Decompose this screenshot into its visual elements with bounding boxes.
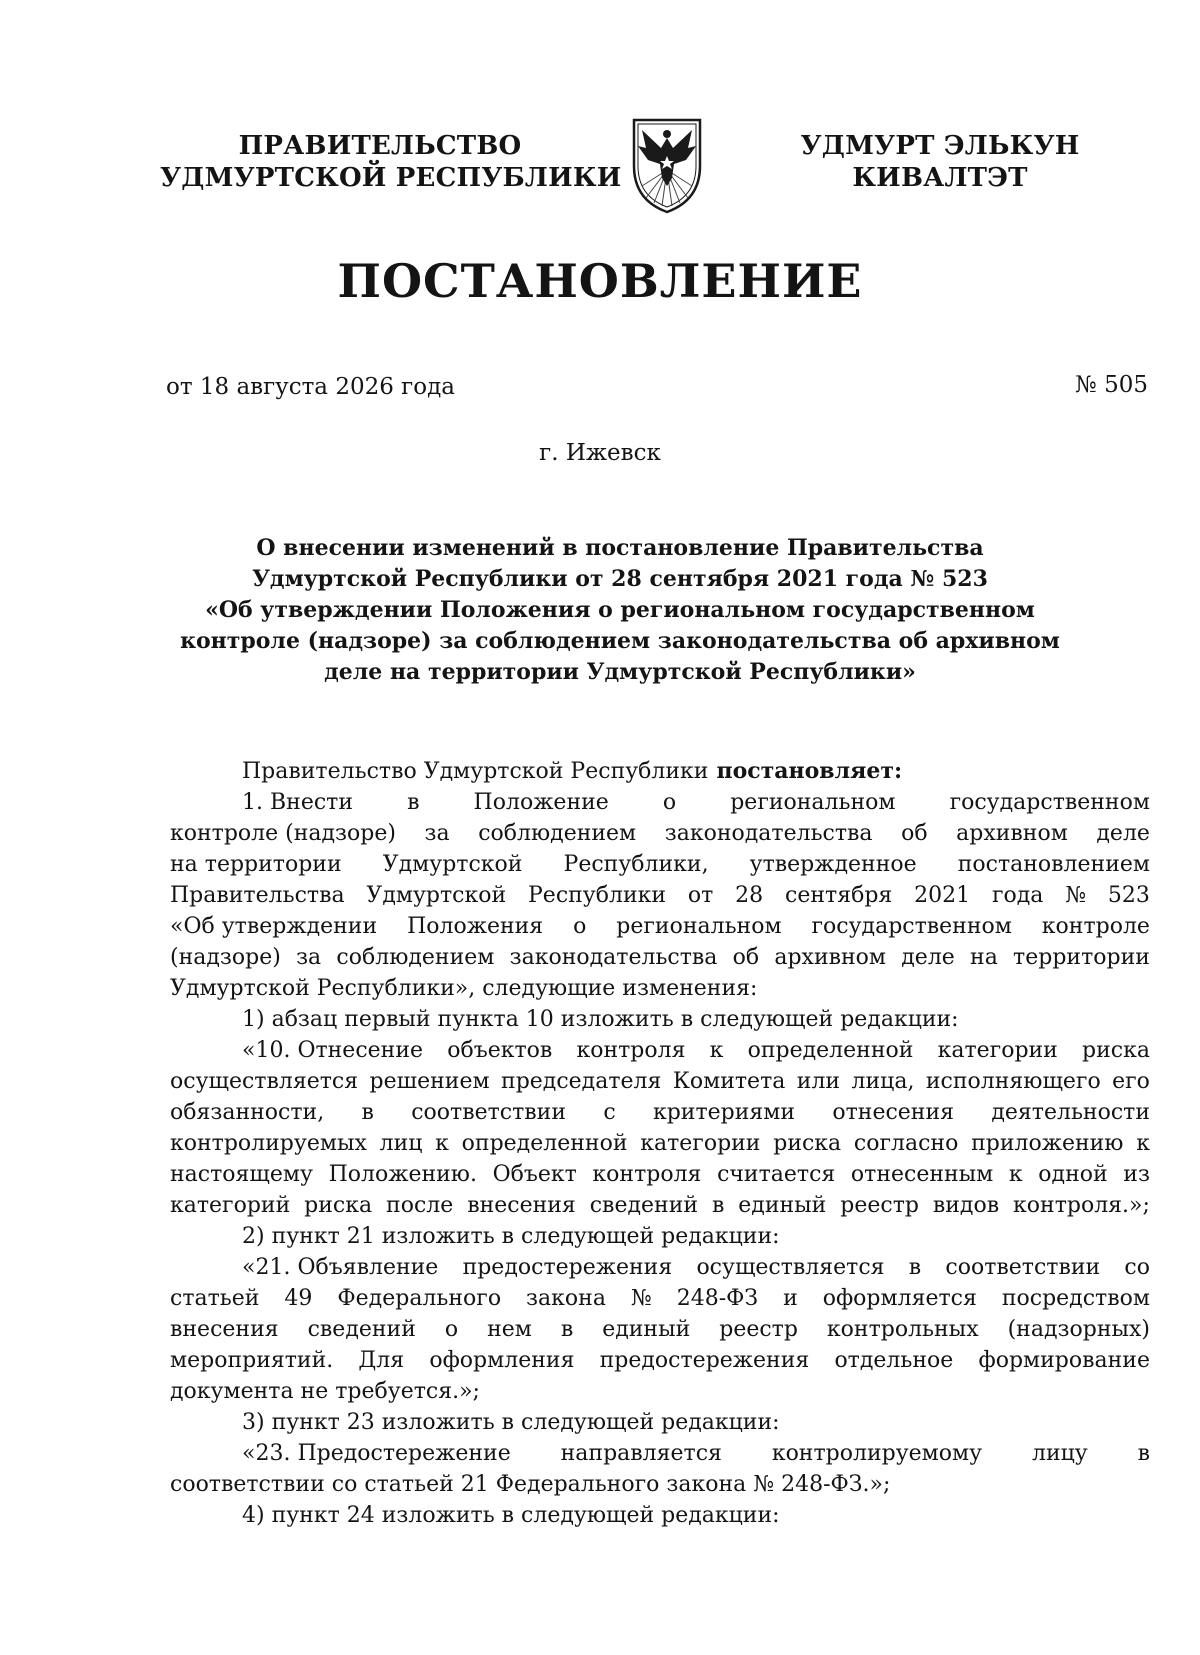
body-line <box>170 1035 1150 1066</box>
body-word: об <box>901 821 928 846</box>
body-word: закона <box>526 1286 606 1311</box>
body-word: одной <box>1038 1162 1108 1187</box>
subject-line: Удмуртской Республики от 28 сентября 2021 года № 523 <box>252 566 988 592</box>
body-word: сентября <box>785 883 893 908</box>
body-word: Правительства <box>170 883 345 908</box>
body-word: «10. Отнесение <box>242 1038 424 1063</box>
body-word: контролируемых <box>170 1131 367 1156</box>
body-word: Положения <box>407 914 544 939</box>
body-word: единый <box>738 1193 827 1218</box>
body-word: «Об утверждении <box>170 914 378 939</box>
document-subject <box>160 533 1080 688</box>
body-line <box>170 1469 1150 1500</box>
body-word: категории <box>640 1131 761 1156</box>
body-word: 3) пункт 23 изложить в следующей редакции: <box>242 1410 780 1435</box>
body-line <box>170 942 1150 973</box>
header-left-line-2: УДМУРТСКОЙ РЕСПУБЛИКИ <box>160 163 622 193</box>
body-word: деле <box>1096 821 1150 846</box>
body-line <box>170 787 1150 818</box>
body-word: к <box>709 1038 724 1063</box>
body-word: формирование <box>978 1348 1150 1373</box>
body-word: контроле (надзоре) <box>170 821 396 846</box>
body-word: Комитета <box>672 1069 786 1094</box>
document-city: г. Ижевск <box>539 440 661 466</box>
subject-line: деле на территории Удмуртской Республики» <box>324 659 916 685</box>
body-word: мероприятий. <box>170 1348 334 1373</box>
body-word: «21. Объявление <box>242 1255 439 1280</box>
body-word: контроле <box>1041 914 1150 939</box>
body-word: Для <box>358 1348 405 1373</box>
body-line <box>170 880 1150 911</box>
body-word: определенной <box>461 1131 628 1156</box>
body-word: к <box>1008 1162 1023 1187</box>
body-line <box>170 1221 1150 1252</box>
body-line <box>170 1283 1150 1314</box>
body-line <box>170 1128 1150 1159</box>
body-word: за <box>424 821 450 846</box>
body-word: посредством <box>1001 1286 1150 1311</box>
body-word: соответствии <box>411 1100 566 1125</box>
body-line <box>170 1345 1150 1376</box>
header-right-line-2: КИВАЛТЭТ <box>852 163 1028 193</box>
body-word: лиц <box>379 1131 423 1156</box>
body-word: его <box>1112 1069 1150 1094</box>
body-word: или <box>796 1069 841 1094</box>
body-word: внесения <box>467 1193 576 1218</box>
body-line <box>170 1407 1150 1438</box>
body-word: деятельности <box>991 1100 1150 1125</box>
intro-text: Правительство Удмуртской Республики <box>242 759 709 784</box>
body-word: документа не требуется.»; <box>170 1379 480 1404</box>
body-word: 2) пункт 21 изложить в следующей редакции: <box>242 1224 780 1249</box>
document-type-title: ПОСТАНОВЛЕНИЕ <box>337 254 863 308</box>
body-word: согласно <box>853 1131 959 1156</box>
body-word: государственном <box>811 914 1012 939</box>
document-number: № 505 <box>1075 372 1148 398</box>
body-word: единый <box>602 1317 691 1342</box>
body-word: региональном <box>616 914 782 939</box>
body-word: Положению. <box>328 1162 477 1187</box>
body-word: направляется <box>560 1441 722 1466</box>
body-word: соответствии со статьей 21 Федерального закона № 248-ФЗ.»; <box>170 1472 891 1497</box>
body-word: соблюдением <box>478 821 637 846</box>
body-word: территории <box>1013 945 1150 970</box>
body-word: лица, <box>851 1069 915 1094</box>
body-word: 49 <box>284 1286 313 1311</box>
body-line <box>170 1066 1150 1097</box>
body-word: после <box>386 1193 454 1218</box>
body-word: со <box>1124 1255 1150 1280</box>
body-word: от <box>687 883 714 908</box>
header-left-line-1: ПРАВИТЕЛЬСТВО <box>238 131 522 161</box>
body-line <box>170 1438 1150 1469</box>
body-line <box>170 911 1150 942</box>
body-line <box>170 1252 1150 1283</box>
body-word: Республики <box>528 883 667 908</box>
body-word: оформления <box>429 1348 575 1373</box>
body-word: 2021 <box>914 883 971 908</box>
body-word: об <box>732 945 760 970</box>
body-word: 4) пункт 24 изложить в следующей редакции: <box>242 1503 780 1528</box>
body-word: 523 <box>1107 883 1150 908</box>
body-word: (надзорных) <box>1007 1317 1150 1342</box>
body-line <box>170 973 1150 1004</box>
body-word: лицу <box>1031 1441 1088 1466</box>
body-word: отдельное <box>834 1348 954 1373</box>
udmurt-coat-of-arms-icon <box>612 108 722 218</box>
body-line <box>170 1190 1150 1221</box>
body-word: о <box>444 1317 459 1342</box>
body-word: о <box>662 790 677 815</box>
body-word: в <box>361 1100 374 1125</box>
body-word: предостережения <box>462 1255 673 1280</box>
body-word: осуществляется <box>696 1255 885 1280</box>
body-word: соответствии <box>945 1255 1101 1280</box>
body-word: категории <box>937 1038 1058 1063</box>
intro-bold: постановляет: <box>716 758 903 784</box>
body-word: отнесенным <box>850 1162 994 1187</box>
body-word: реестр <box>840 1193 919 1218</box>
body-line <box>170 1314 1150 1345</box>
body-word: настоящему <box>170 1162 313 1187</box>
body-word: на территории <box>170 852 342 877</box>
body-word: контрольных <box>826 1317 979 1342</box>
body-word: (надзоре) <box>170 945 281 970</box>
intro-line <box>170 756 1150 787</box>
header-right-line-1: УДМУРТ ЭЛЬКУН <box>800 131 1080 161</box>
body-word: с <box>603 1100 616 1125</box>
body-word: «23. Предостережение <box>242 1441 511 1466</box>
body-word: внесения <box>170 1317 279 1342</box>
body-word: Федерального <box>337 1286 502 1311</box>
body-word: за <box>296 945 322 970</box>
body-word: о <box>573 914 587 939</box>
body-word: нем <box>487 1317 532 1342</box>
body-word: считается <box>717 1162 836 1187</box>
body-word: объектов <box>447 1038 553 1063</box>
body-word: государственном <box>949 790 1150 815</box>
body-word: предостережения <box>599 1348 810 1373</box>
body-word: в <box>560 1317 574 1342</box>
body-word: критериями <box>652 1100 796 1125</box>
body-word: и <box>783 1286 798 1311</box>
body-word: на <box>970 945 998 970</box>
body-line <box>170 1004 1150 1035</box>
document-date: от 18 августа 2026 года <box>166 374 455 400</box>
body-word: обязанности, <box>170 1100 325 1125</box>
body-word: архивном <box>956 821 1068 846</box>
body-word: отнесения <box>832 1100 955 1125</box>
body-line <box>170 818 1150 849</box>
body-word: в <box>908 1255 922 1280</box>
body-word: № <box>1065 883 1087 908</box>
body-word: в <box>407 790 420 815</box>
body-word: года <box>991 883 1044 908</box>
body-word: сведений <box>307 1317 416 1342</box>
body-word: Положение <box>473 790 609 815</box>
body-word: утвержденное <box>749 852 917 877</box>
body-line <box>170 1097 1150 1128</box>
body-word: 248-ФЗ <box>676 1286 759 1311</box>
body-word: 28 <box>735 883 764 908</box>
body-word: региональном <box>730 790 896 815</box>
header-right <box>800 130 1080 194</box>
body-word: 1) абзац первый пункта 10 изложить в следующей редакции: <box>242 1007 959 1032</box>
body-word: из <box>1123 1162 1150 1187</box>
body-word: к <box>435 1131 449 1156</box>
body-word: решением <box>369 1069 490 1094</box>
body-word: видов <box>932 1193 1000 1218</box>
body-word: статьей <box>170 1286 260 1311</box>
body-word: 1. Внести <box>242 790 353 815</box>
body-word: законодательства <box>664 821 873 846</box>
body-word: в <box>711 1193 725 1218</box>
body-word: постановлением <box>957 852 1150 877</box>
body-word: контроля.»; <box>1013 1193 1150 1218</box>
body-word: определенной <box>747 1038 914 1063</box>
body-word: контролируемому <box>771 1441 983 1466</box>
body-word: законодательства <box>509 945 718 970</box>
body-word: контроля <box>576 1038 686 1063</box>
body-word: исполняющего <box>925 1069 1101 1094</box>
body-word: Объект <box>492 1162 577 1187</box>
body-word: Удмуртской Республики», следующие изменения: <box>170 976 758 1001</box>
body-word: риска <box>304 1193 373 1218</box>
subject-line: О внесении изменений в постановление Правительства <box>256 535 984 561</box>
body-word: категорий <box>170 1193 291 1218</box>
body-word: риска <box>1082 1038 1150 1063</box>
body-word: № <box>630 1286 652 1311</box>
subject-line: контроле (надзоре) за соблюдением законодательства об архивном <box>180 628 1060 654</box>
body-line <box>170 1500 1150 1531</box>
body-word: сведений <box>589 1193 699 1218</box>
body-word: в <box>1137 1441 1150 1466</box>
body-word: осуществляется <box>170 1069 359 1094</box>
document-body <box>170 756 1150 1531</box>
body-word: риска <box>773 1131 842 1156</box>
subject-line: «Об утверждении Положения о региональном государственном <box>205 597 1035 623</box>
body-line <box>170 849 1150 880</box>
body-word: к <box>1136 1131 1150 1156</box>
body-word: реестр <box>719 1317 798 1342</box>
body-word: приложению <box>971 1131 1124 1156</box>
body-word: архивном <box>774 945 887 970</box>
body-line <box>170 1159 1150 1190</box>
body-word: деле <box>901 945 955 970</box>
body-word: оформляется <box>822 1286 977 1311</box>
body-word: председателя <box>501 1069 662 1094</box>
body-word: Удмуртской <box>382 852 523 877</box>
body-word: соблюдением <box>336 945 495 970</box>
body-word: Удмуртской <box>366 883 507 908</box>
body-line <box>170 1376 1150 1407</box>
body-word: Республики, <box>563 852 709 877</box>
body-word: контроля <box>592 1162 702 1187</box>
header-left <box>160 130 622 194</box>
